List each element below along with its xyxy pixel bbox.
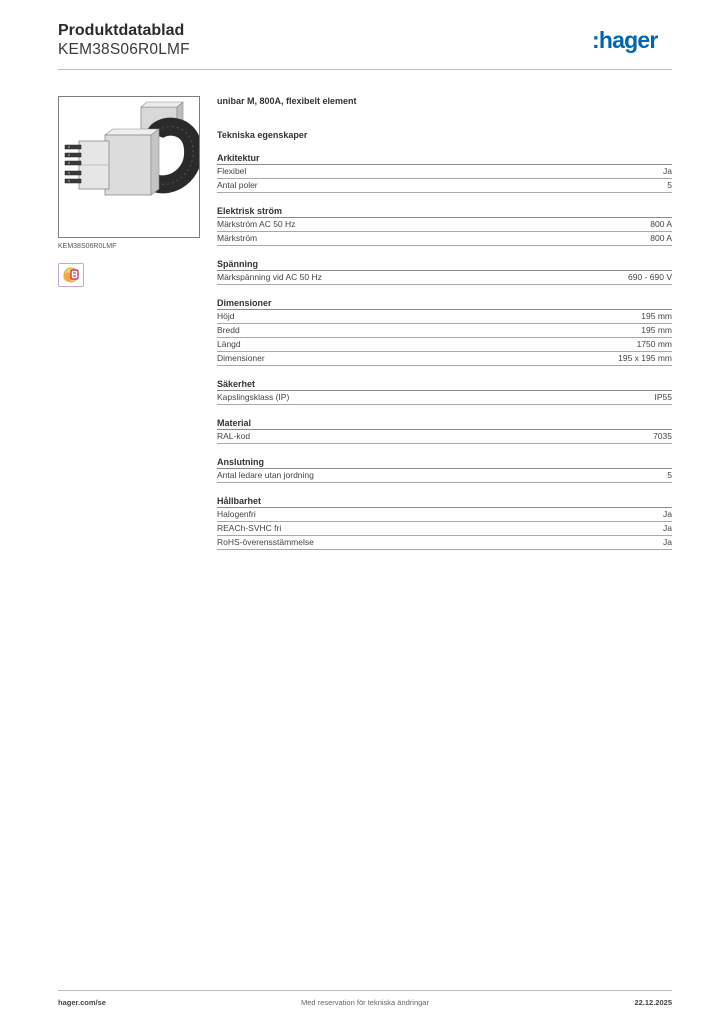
document-title: Produktdatablad	[58, 22, 185, 39]
spec-value: Ja	[663, 509, 672, 519]
halogen-free-badge	[58, 263, 84, 287]
spec-value: 1750 mm	[636, 339, 672, 349]
spec-row	[217, 179, 672, 193]
header-divider	[58, 69, 672, 70]
spec-group-spanning	[217, 258, 672, 285]
spec-label: Dimensioner	[217, 353, 265, 363]
footer-website-link[interactable]: hager.com/se	[58, 998, 106, 1007]
spec-row	[217, 310, 672, 324]
spec-group-material	[217, 417, 672, 444]
hager-logo	[592, 28, 672, 54]
spec-value: IP55	[654, 392, 672, 402]
busbar-element-illustration	[59, 97, 199, 237]
section-heading: Tekniska egenskaper	[217, 130, 308, 140]
spec-value: 800 A	[650, 219, 672, 229]
spec-label: REACh-SVHC fri	[217, 523, 282, 533]
spec-value: 5	[667, 180, 672, 190]
spec-row	[217, 271, 672, 285]
spec-label: Längd	[217, 339, 241, 349]
spec-label: Märkspänning vid AC 50 Hz	[217, 272, 322, 282]
spec-group-anslutning	[217, 456, 672, 483]
technical-specifications	[217, 96, 672, 550]
footer-date: 22.12.2025	[634, 998, 672, 1007]
spec-value: 5	[667, 470, 672, 480]
halogen-free-icon	[59, 264, 83, 286]
spec-label: Halogenfri	[217, 509, 256, 519]
product-image	[58, 96, 200, 238]
spec-group-title: Elektrisk ström	[217, 205, 672, 218]
spec-label: Antal ledare utan jordning	[217, 470, 314, 480]
spec-row	[217, 469, 672, 483]
spec-label: Flexibel	[217, 166, 247, 176]
spec-label: Antal poler	[217, 180, 258, 190]
spec-row	[217, 232, 672, 246]
hager-logo-text: :hager	[592, 28, 658, 53]
product-code: KEM38S06R0LMF	[58, 41, 190, 58]
spec-group-title: Spänning	[217, 258, 672, 271]
spec-label: Märkström AC 50 Hz	[217, 219, 296, 229]
spec-row	[217, 430, 672, 444]
spec-group-title: Arkitektur	[217, 152, 672, 165]
spec-group-title: Säkerhet	[217, 378, 672, 391]
spec-value: Ja	[663, 523, 672, 533]
spec-row	[217, 508, 672, 522]
spec-row	[217, 352, 672, 366]
footer-disclaimer: Med reservation för tekniska ändringar	[301, 998, 429, 1007]
spec-label: RoHS-överensstämmelse	[217, 537, 314, 547]
spec-label: RAL-kod	[217, 431, 251, 441]
spec-value: Ja	[663, 166, 672, 176]
spec-group-arkitektur	[217, 152, 672, 193]
spec-label: Bredd	[217, 325, 240, 335]
spec-value: 195 mm	[641, 311, 672, 321]
spec-row	[217, 536, 672, 550]
spec-label: Kapslingsklass (IP)	[217, 392, 290, 402]
spec-row	[217, 522, 672, 536]
spec-row	[217, 165, 672, 179]
spec-group-title: Anslutning	[217, 456, 672, 469]
spec-value: 195 x 195 mm	[618, 353, 672, 363]
spec-group-title: Material	[217, 417, 672, 430]
image-caption: KEM38S06R0LMF	[58, 243, 117, 250]
page-footer	[58, 998, 672, 1010]
spec-value: 800 A	[650, 233, 672, 243]
spec-value: 7035	[653, 431, 672, 441]
spec-group-title: Hållbarhet	[217, 495, 672, 508]
spec-value: 690 - 690 V	[628, 272, 672, 282]
spec-value: 195 mm	[641, 325, 672, 335]
footer-divider	[58, 990, 672, 991]
spec-row	[217, 218, 672, 232]
spec-group-title: Dimensioner	[217, 297, 672, 310]
product-description: unibar M, 800A, flexibelt element	[217, 96, 357, 106]
page-header	[58, 22, 672, 70]
spec-value: Ja	[663, 537, 672, 547]
spec-group-sakerhet	[217, 378, 672, 405]
spec-row	[217, 391, 672, 405]
spec-group-hallbarhet	[217, 495, 672, 550]
spec-label: Märkström	[217, 233, 258, 243]
spec-row	[217, 338, 672, 352]
spec-label: Höjd	[217, 311, 235, 321]
spec-group-elektrisk-strom	[217, 205, 672, 246]
spec-row	[217, 324, 672, 338]
spec-group-dimensioner	[217, 297, 672, 366]
